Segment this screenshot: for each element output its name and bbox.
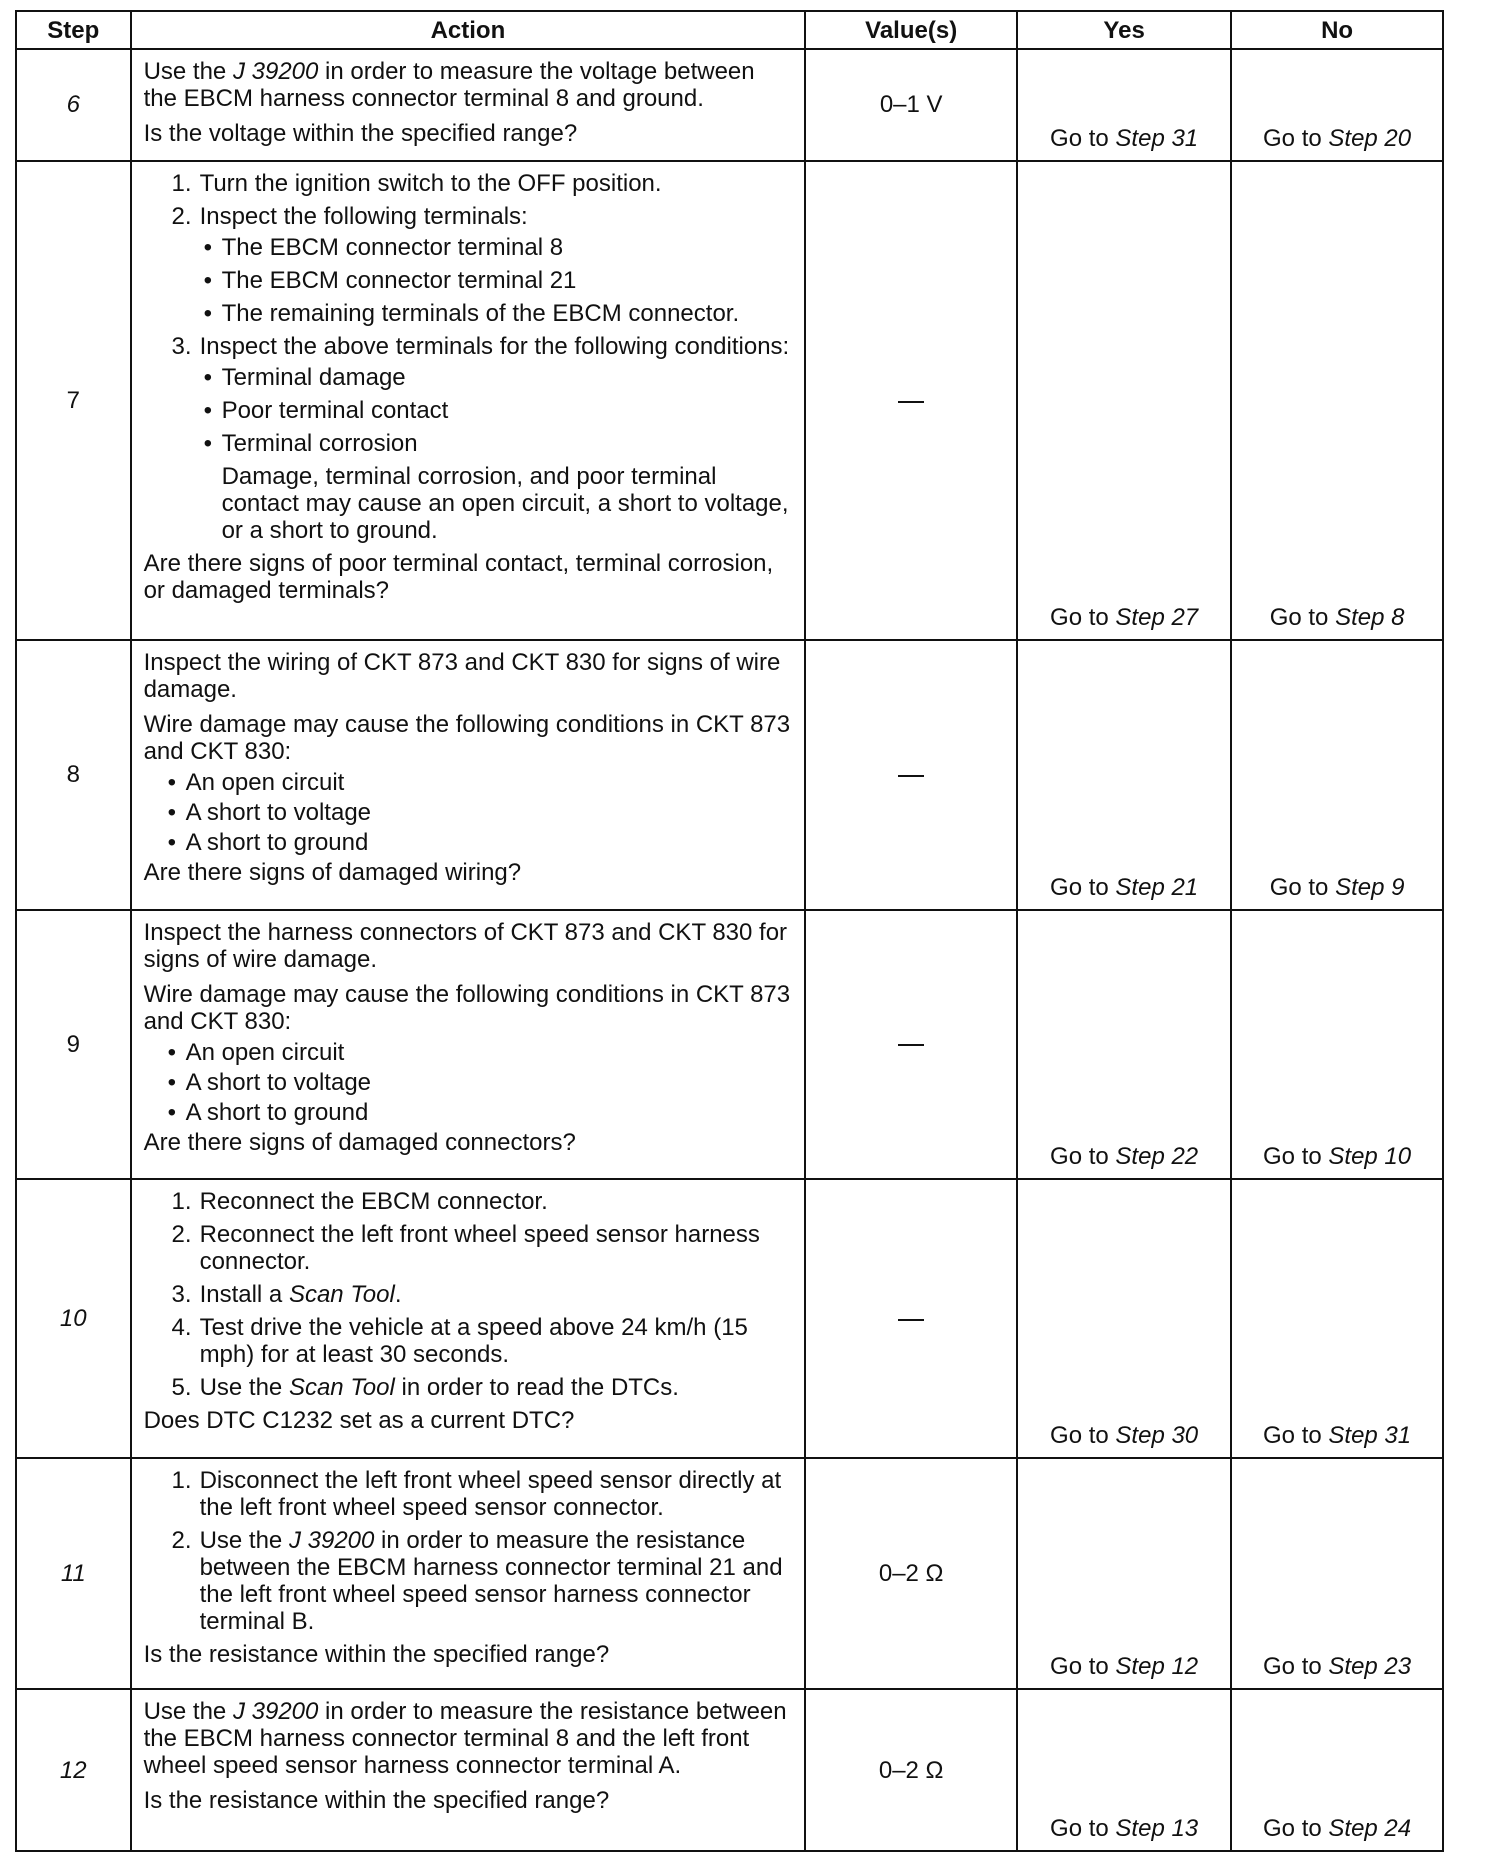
value-cell: [805, 161, 1017, 640]
list-item: • The EBCM connector terminal 21: [200, 267, 795, 294]
step-number: 10: [16, 1179, 131, 1458]
action-cell: [131, 1179, 806, 1458]
header-row: [16, 11, 1443, 49]
action-question: Are there signs of damaged wiring?: [143, 859, 522, 887]
list-item: • The EBCM connector terminal 8: [200, 234, 795, 261]
step-number: 6: [16, 49, 131, 161]
action-text: Use the J 39200 in order to measure the resistance between the EBCM harness connector terminal 8 and the left front wheel speed sensor harness connector terminal A.: [143, 1698, 787, 1780]
no-cell: Go to Step 8: [1231, 161, 1443, 640]
yes-cell: Go to Step 22: [1017, 910, 1231, 1179]
step-number: 9: [16, 910, 131, 1179]
table-row: [16, 910, 1443, 1179]
list-item: 1. Turn the ignition switch to the OFF position.: [171, 169, 662, 197]
list-item: • An open circuit: [164, 769, 795, 796]
table-row: [16, 1689, 1443, 1851]
list-item: 4. Test drive the vehicle at a speed above 24 km/h (15 mph) for at least 30 seconds.: [171, 1313, 748, 1368]
action-question: Are there signs of poor terminal contact, terminal corrosion, or damaged terminals?: [143, 549, 774, 604]
step-number: 12: [16, 1689, 131, 1851]
note-text: Damage, terminal corrosion, and poor terminal contact may cause an open circuit, a short to voltage, or a short to ground.: [221, 462, 789, 544]
no-cell: Go to Step 31: [1231, 1179, 1443, 1458]
numbered-list: [144, 1467, 795, 1635]
list-item: 2. Use the J 39200 in order to measure the resistance between the EBCM harness connector terminal 21 and the left front wheel speed sensor harness connector terminal B.: [171, 1526, 783, 1635]
diagnostic-table: [15, 10, 1444, 1852]
list-item: • Terminal corrosion: [200, 430, 795, 457]
action-text: Inspect the wiring of CKT 873 and CKT 830 for signs of wire damage.: [143, 649, 781, 704]
yes-cell: Go to Step 31: [1017, 49, 1231, 161]
list-item: • A short to ground: [164, 1099, 795, 1126]
list-item: 3. Inspect the above terminals for the following conditions: • Terminal damage • Poor terminal contact • Terminal corrosion Damage, terminal corrosion, and poor terminal contact may cause an open circuit, a short to voltage, or a short to ground.: [144, 333, 795, 544]
tool-name: Scan Tool: [288, 1373, 395, 1401]
value-cell: 0–2 Ω: [805, 1689, 1017, 1851]
header-action: Action: [131, 11, 806, 49]
yes-cell: Go to Step 30: [1017, 1179, 1231, 1458]
table-row: [16, 1458, 1443, 1689]
yes-cell: Go to Step 13: [1017, 1689, 1231, 1851]
action-text: Wire damage may cause the following conditions in CKT 873 and CKT 830:: [143, 711, 791, 766]
value-cell: [805, 640, 1017, 909]
action-text: Inspect the harness connectors of CKT 873 and CKT 830 for signs of wire damage.: [143, 918, 788, 973]
bullet-list: [200, 364, 795, 457]
action-question: Is the resistance within the specified range?: [143, 1787, 610, 1815]
list-item: 3. Install a Scan Tool.: [171, 1280, 402, 1308]
list-item: • A short to voltage: [164, 799, 795, 826]
table-row: [16, 1179, 1443, 1458]
tool-name: J 39200: [288, 1526, 375, 1554]
action-cell: [131, 49, 806, 161]
yes-cell: Go to Step 12: [1017, 1458, 1231, 1689]
no-cell: Go to Step 20: [1231, 49, 1443, 161]
no-cell: Go to Step 9: [1231, 640, 1443, 909]
header-no: No: [1231, 11, 1443, 49]
table-row: [16, 161, 1443, 640]
table-row: [16, 640, 1443, 909]
action-question: Is the voltage within the specified range?: [143, 120, 578, 147]
list-item: 1. Reconnect the EBCM connector.: [171, 1187, 548, 1215]
action-text: Use the J 39200 in order to measure the voltage between the EBCM harness connector terminal 8 and ground.: [143, 58, 755, 112]
list-item: 2. Inspect the following terminals: • The EBCM connector terminal 8 • The EBCM connector terminal 21 • The remaining terminals of the EBCM connector.: [144, 203, 795, 327]
value-cell: 0–2 Ω: [805, 1458, 1017, 1689]
tool-name: J 39200: [232, 1698, 319, 1726]
yes-cell: Go to Step 21: [1017, 640, 1231, 909]
bullet-list: [164, 769, 795, 856]
action-cell: [131, 1458, 806, 1689]
dash-mark: [898, 1044, 924, 1046]
no-cell: Go to Step 24: [1231, 1689, 1443, 1851]
action-cell: [131, 910, 806, 1179]
dash-mark: [898, 775, 924, 777]
value-cell: 0–1 V: [805, 49, 1017, 161]
header-values: Value(s): [805, 11, 1017, 49]
no-cell: Go to Step 10: [1231, 910, 1443, 1179]
list-item: • An open circuit: [164, 1039, 795, 1066]
action-cell: [131, 161, 806, 640]
action-question: Are there signs of damaged connectors?: [143, 1128, 576, 1156]
action-cell: [131, 640, 806, 909]
list-item: • The remaining terminals of the EBCM connector.: [200, 300, 795, 327]
list-item: • Poor terminal contact: [200, 397, 795, 424]
numbered-list: [144, 170, 795, 544]
bullet-list: [200, 234, 795, 327]
list-item: 5. Use the Scan Tool in order to read the DTCs.: [171, 1373, 679, 1401]
list-item: • A short to ground: [164, 829, 795, 856]
value-cell: [805, 910, 1017, 1179]
step-number: 8: [16, 640, 131, 909]
action-question: Does DTC C1232 set as a current DTC?: [143, 1406, 575, 1434]
table-row: [16, 49, 1443, 161]
tool-name: J 39200: [232, 58, 319, 85]
header-yes: Yes: [1017, 11, 1231, 49]
yes-cell: Go to Step 27: [1017, 161, 1231, 640]
list-item: • Terminal damage: [200, 364, 795, 391]
value-cell: [805, 1179, 1017, 1458]
list-item: 2. Reconnect the left front wheel speed sensor harness connector.: [171, 1220, 760, 1275]
bullet-list: [164, 1039, 795, 1126]
header-step: Step: [16, 11, 131, 49]
dash-mark: [898, 401, 924, 403]
action-cell: [131, 1689, 806, 1851]
action-question: Is the resistance within the specified range?: [143, 1640, 610, 1668]
tool-name: Scan Tool: [288, 1280, 395, 1308]
numbered-list: [144, 1188, 795, 1401]
list-item: • A short to voltage: [164, 1069, 795, 1096]
dash-mark: [898, 1319, 924, 1321]
list-item: 1. Disconnect the left front wheel speed sensor directly at the left front wheel speed sensor connector.: [171, 1466, 782, 1521]
no-cell: Go to Step 23: [1231, 1458, 1443, 1689]
step-number: 11: [16, 1458, 131, 1689]
action-text: Wire damage may cause the following conditions in CKT 873 and CKT 830:: [143, 980, 791, 1035]
step-number: 7: [16, 161, 131, 640]
